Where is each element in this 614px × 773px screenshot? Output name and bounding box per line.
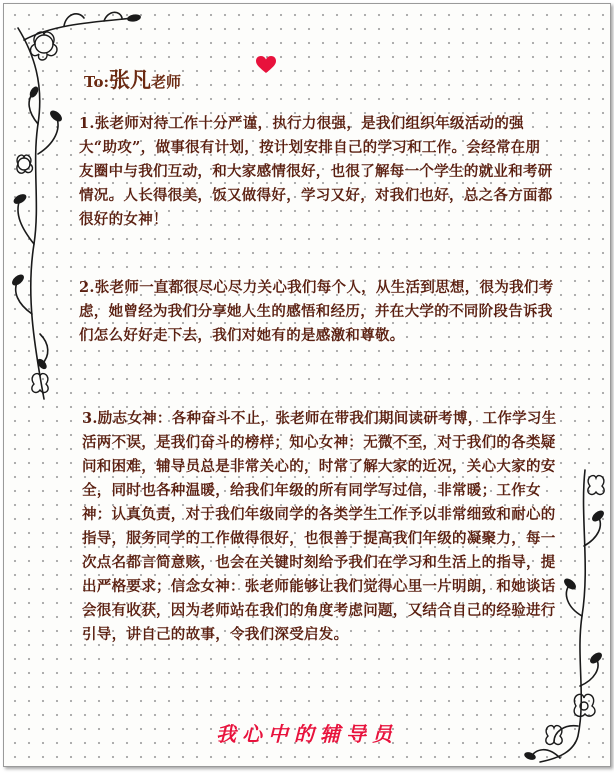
- heart-icon: [256, 56, 276, 74]
- teacher-name: 张凡: [108, 67, 151, 92]
- footer-title: 我心中的辅导员: [216, 722, 398, 746]
- paragraph-2: 2.张老师一直都很尽心尽力关心我们每个人，从生活到思想，很为我们考虑，她曾经为我们分享她人生的感悟和经历，并在大学的不同阶段告诉我们怎么好好走下去，我们对她有的是感激和尊敬。: [79, 279, 554, 344]
- greeting-to: To:: [84, 73, 109, 91]
- greeting: [84, 64, 181, 94]
- paragraph-3: 3.励志女神：各种奋斗不止，张老师在带我们期间读研考博，工作学习生活两不误，是我们奋斗的榜样；知心女神：无微不至，对于我们的各类疑问和困难，辅导员总是非常关心的，时常了解大家的近况，关心大家的安全，同时也各种温暖，给我们年级的所有同学写过信，非常暖；工作女神：认真负责，对于我们年级同学的各类学生工作予以非常细致和耐心的指导，服务同学的工作做得很好，也很善于提高我们年级的凝聚力，每一次点名都言简意赅，也会在关键时刻给予我们在学习和生活上的指导，提出严格要求；信念女神：张老师能够让我们觉得心里一片明朗，和她谈话会很有收获，因为老师站在我们的角度考虑问题，又结合自己的经验进行引导，讲自己的故事，令我们深受启发。: [82, 410, 557, 643]
- letter-paper: [3, 3, 611, 767]
- paragraph-1: 1.张老师对待工作十分严谨，执行力很强，是我们组织年级活动的强大“助攻”，做事很有计划，按计划安排自己的学习和工作。会经常在朋友圈中与我们互动，和大家感情很好，也很了解每一个学生的就业和考研情况。人长得很美，饭又做得好，学习又好，对我们也好，总之各方面都很好的女神！: [79, 115, 553, 228]
- teacher-title: 老师: [150, 73, 181, 91]
